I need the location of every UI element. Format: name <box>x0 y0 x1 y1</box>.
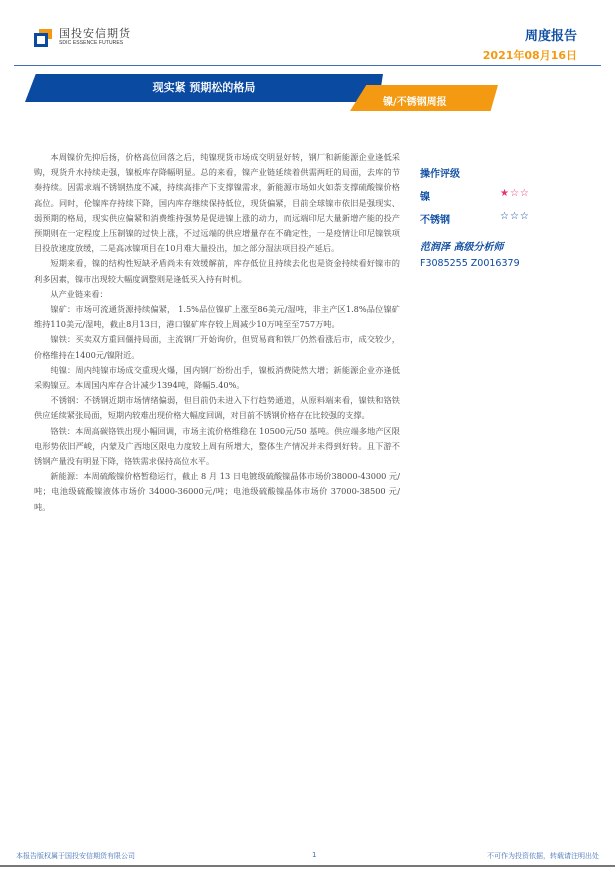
rating-title: 操作评级 <box>420 169 460 180</box>
report-category: 镍/不锈钢周报 <box>383 97 447 108</box>
logo-english-name: SDIC ESSENCE FUTURES <box>59 40 124 46</box>
report-type: 周度报告 <box>524 29 577 44</box>
rating-row-stainless <box>420 211 600 226</box>
rating-row-nickel <box>420 188 600 203</box>
footer-divider <box>0 865 615 867</box>
paragraph-chain-intro: 从产业链来看： <box>50 288 108 299</box>
paragraph-stainless: 不锈钢：不锈钢近期市场情绪偏弱，但目前仍未进入下行趋势通道，从原料端来看，镍铁和铬铁供应延续紧张局面，短期内较难出现价格大幅度回调，对目前不锈钢价格存在比较强的支撑。 <box>34 395 400 421</box>
rating-name: 镍 <box>420 192 430 203</box>
footer-copyright: 本报告版权属于国投安信期货有限公司 <box>16 852 135 860</box>
footer-disclaimer: 不可作为投资依据，转载请注明出处 <box>487 852 599 860</box>
logo-chinese-name: 国投安信期货 <box>59 27 131 40</box>
paragraph-summary: 本周镍价先抑后扬，价格高位回落之后，纯镍现货市场成交明显好转，钢厂和新能源企业逢低采购，现货升水持续走强，镍板库存降幅明显。总的来看，镍产业链延续着供需两旺的局面，去库的节奏持续。因需求端不锈钢热度不减，持续高排产下支撑镍需求，新能源市场如火如荼支撑硫酸镍价格高位。同时，伦镍库存持续下降，国内库存继续保持低位，现货偏紧，目前全球镍市依旧是强现实、弱预期的格局，现实供应偏紧和消费维持强势是促进镍上涨的动力，而远端印尼大量新增产能的投产预期则在一定程度上压制镍的过快上涨，不过远端的供应增量存在不确定性，一是疫情让印尼镍铁项目投放速度放缓，二是高冰镍项目在10月难大量投出，加之部分湿法项目投产延后。 <box>34 152 400 254</box>
company-logo <box>34 28 131 47</box>
analyst-license-ids: F3085255 Z0016379 <box>420 258 520 269</box>
paragraph-pure-nickel: 纯镍：周内纯镍市场成交重现火爆，国内钢厂纷纷出手，镍板消费陡然大增；新能源企业亦逢低采购镍豆。本周国内库存合计减少1394吨，降幅5.40%。 <box>34 364 400 391</box>
rating-name: 不锈钢 <box>420 215 450 226</box>
star-rating-icon: ★☆☆ <box>500 188 530 199</box>
report-date: 2021年08月16日 <box>482 49 577 62</box>
star-rating-icon: ☆☆☆ <box>500 211 530 222</box>
header-divider <box>14 65 601 66</box>
page-number: 1 <box>312 851 317 859</box>
paragraph-outlook: 短期来看，镍的结构性短缺矛盾尚未有效缓解前，库存低位且持续去化也是资金持续看好镍市的利多因素，镍市出现较大幅度调整则是逢低买入持有时机。 <box>34 258 400 284</box>
analyst-name: 范润泽 高级分析师 <box>420 242 504 253</box>
paragraph-new-energy: 新能源：本周硫酸镍价格暂稳运行，截止 8 月 13 日电镀级硫酸镍晶体市场价38000-43000 元/吨；电池级硫酸镍液体市场价 34000-36000元/吨；电池级硫酸镍晶体市场价 37000-38500 元/吨。 <box>34 471 400 512</box>
rating-panel <box>420 165 600 226</box>
paragraph-nickel-iron: 镍铁：买卖双方重回僵持局面，主流钢厂开始询价，但贸易商和铁厂仍然看涨后市，成交较少，价格维持在1400元/镍附近。 <box>34 334 400 360</box>
paragraph-ferrochrome: 铬铁：本周高碳铬铁出现小幅回调，市场主流价格维稳在 10500元/50 基吨。供应端多地产区限电形势依旧严峻，内蒙及广西地区限电力度较上周有所增大，整体生产情况并未得到好转。且下游不锈钢产量没有明显下降，铬铁需求保持高位水平。 <box>34 425 400 467</box>
paragraph-nickel-ore: 镍矿：市场可流通货源持续偏紧， 1.5%品位镍矿上涨至86美元/湿吨，非主产区1.8%品位镍矿维持110美元/湿吨，截止8月13日，港口镍矿库存较上周减少10万吨至至757万吨。 <box>34 304 400 330</box>
report-headline: 现实紧 预期松的格局 <box>152 81 256 94</box>
report-body <box>34 150 400 515</box>
logo-mark-icon <box>34 29 52 47</box>
